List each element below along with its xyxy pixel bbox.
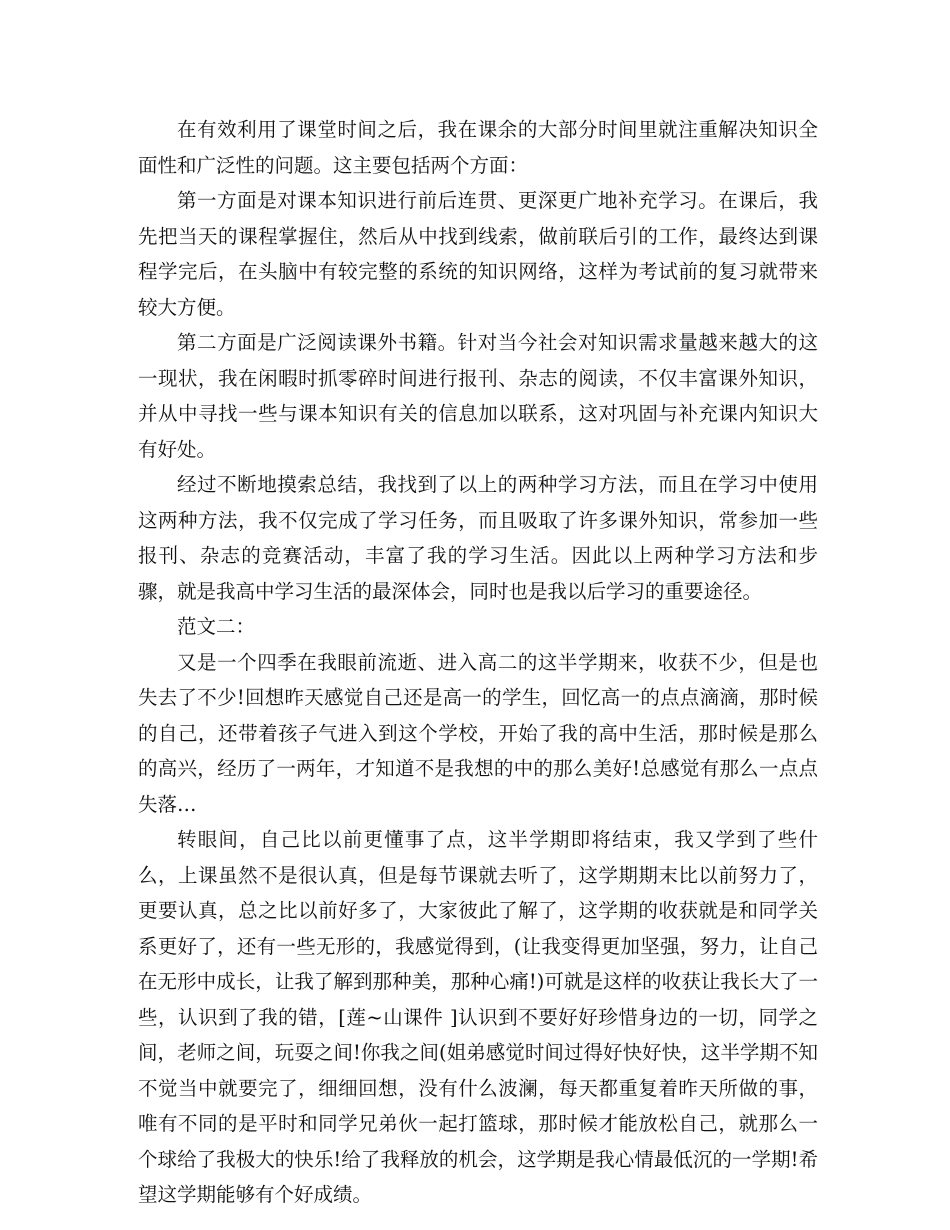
paragraph-fanwen-er-body: 转眼间，自己比以前更懂事了点，这半学期即将结束，我又学到了些什么，上课虽然不是很认真，但是每节课就去听了，这学期期末比以前努力了，更要认真，总之比以前好多了，大家彼此了解了，这学期的收获就是和同学关系更好了，还有一些无形的，我感觉得到，(让我变得更加坚强，努力，让自己在无形中成长，让我了解到那种美，那种心痛!)可就是这样的收获让我长大了一些，认识到了我的错，[莲~山课件 ]认识到不要好好珍惜身边的一切，同学之间，老师之间，玩耍之间!你我之间(姐弟感觉时间过得好快好快，这半学期不知不觉当中就要完了，细细回想，没有什么波澜，每天都重复着昨天所做的事，唯有不同的是平时和同学兄弟伙一起打篮球，那时候才能放松自己，就那么一个球给了我极大的快乐!给了我释放的机会，这学期是我心情最低沉的一学期!希望这学期能够有个好成绩。 — [138, 828, 818, 1206]
paragraph-second-aspect: 第二方面是广泛阅读课外书籍。针对当今社会对知识需求量越来越大的这一现状，我在闲暇时抓零碎时间进行报刊、杂志的阅读，不仅丰富课外知识，并从中寻找一些与课本知识有关的信息加以联系，这对巩固与补充课内知识大有好处。 — [138, 331, 818, 461]
paragraph-fanwen-er-opening: 又是一个四季在我眼前流逝、进入高二的这半学期来，收获不少，但是也失去了不少!回想昨天感觉自己还是高一的学生，回忆高一的点点滴滴，那时候的自己，还带着孩子气进入到这个学校，开始了我的高中生活，那时候是那么的高兴，经历了一两年，才知道不是我想的中的那么美好!总感觉有那么一点点失落… — [138, 650, 818, 816]
paragraph-summary: 经过不断地摸索总结，我找到了以上的两种学习方法，而且在学习中使用这两种方法，我不仅完成了学习任务，而且吸取了许多课外知识，常参加一些报刊、杂志的竞赛活动，丰富了我的学习生活。因此以上两种学习方法和步骤，就是我高中学习生活的最深体会，同时也是我以后学习的重要途径。 — [138, 473, 818, 603]
document-body — [138, 112, 818, 1213]
paragraph-first-aspect: 第一方面是对课本知识进行前后连贯、更深更广地补充学习。在课后，我先把当天的课程掌握住，然后从中找到线索，做前联后引的工作，最终达到课程学完后，在头脑中有较完整的系统的知识网络，这样为考试前的复习就带来较大方便。 — [138, 189, 818, 319]
paragraph-intro: 在有效利用了课堂时间之后，我在课余的大部分时间里就注重解决知识全面性和广泛性的问题。这主要包括两个方面： — [138, 118, 818, 177]
section-heading-fanwen-er: 范文二： — [177, 615, 256, 638]
